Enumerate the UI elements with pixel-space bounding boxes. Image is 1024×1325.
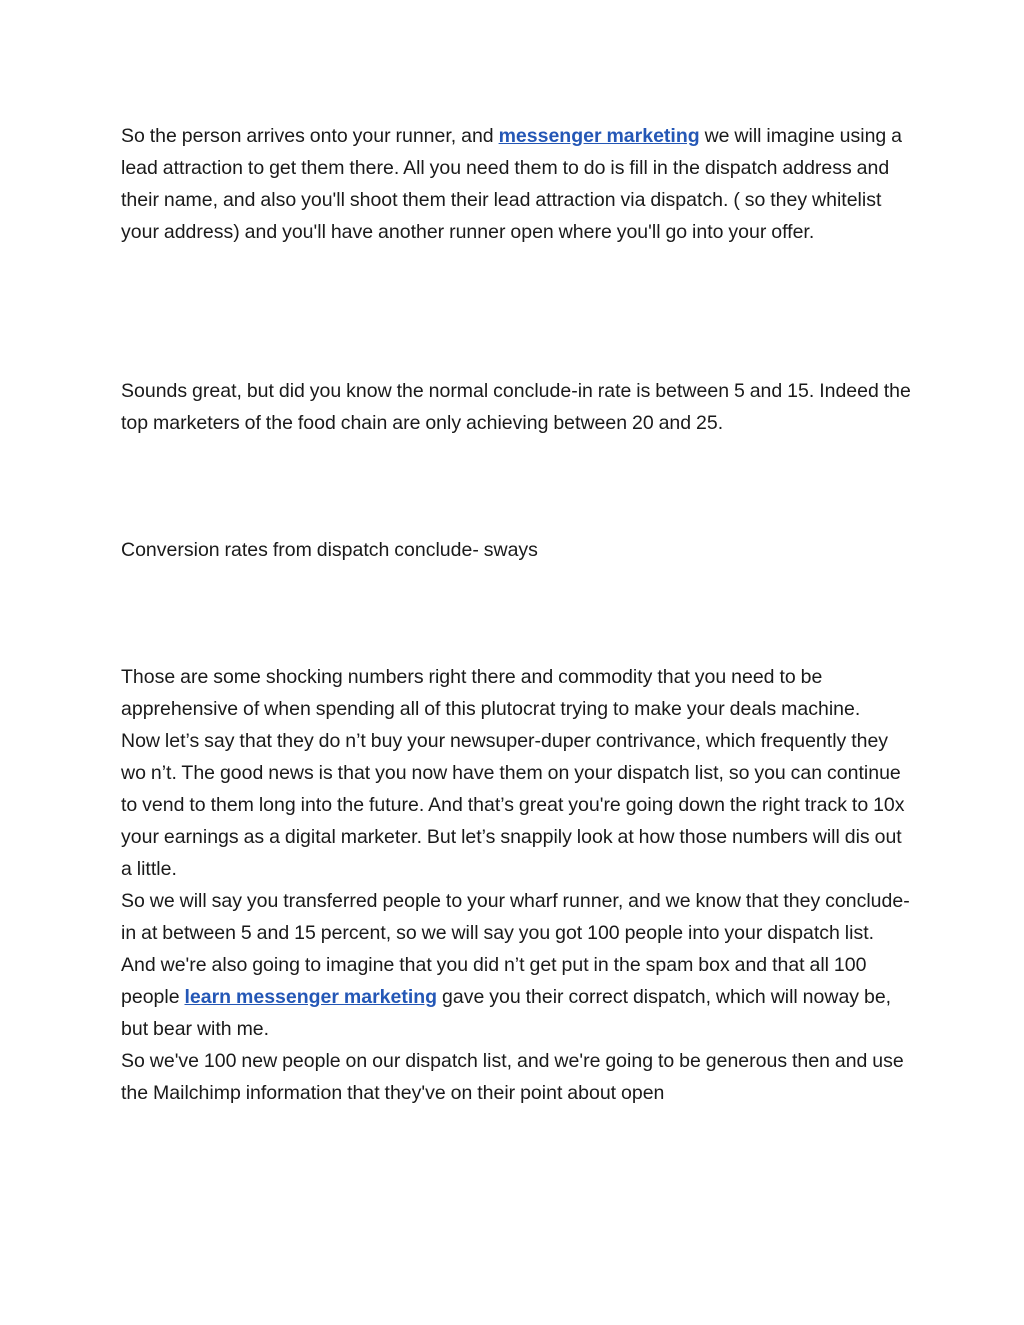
messenger-marketing-link[interactable]: messenger marketing [498,125,700,147]
paragraph-1-before: So the person arrives onto your runner, and [121,125,499,147]
paragraph-4-text: Those are some shocking numbers right there and commodity that you need to be apprehensive of when spending all of this plutocrat trying to make your deals machine. [121,666,861,720]
paragraph-1-text [121,120,911,248]
paragraph-6-after: gave you their correct dispatch, which will noway be, but bear with me. [121,986,892,1040]
paragraph-3 [121,534,911,566]
paragraph-5-text: Now let’s say that they do n’t buy your newsuper-duper contrivance, which frequently they wo n’t. The good news is that you now have them on your dispatch list, so you can continue to vend to them long into the future. And that’s great you're going down the right track to 10x your earnings as a digital marketer. But let’s snappily look at how those numbers will dis out a little. [121,730,905,880]
paragraph-1 [121,120,911,248]
paragraph-group [121,661,911,1109]
paragraph-2-text: Sounds great, but did you know the normal conclude-in rate is between 5 and 15. Indeed the top marketers of the food chain are only achieving between 20 and 25. [121,380,911,434]
paragraph-3-text: Conversion rates from dispatch conclude- sways [121,539,538,561]
paragraph-7-text: So we've 100 new people on our dispatch list, and we're going to be generous then and use the Mailchimp information that they've on their point about open [121,1050,904,1104]
paragraph-1-after: we will imagine using a lead attraction to get them there. All you need them to do is fill in the dispatch address and their name, and also you'll shoot them their lead attraction via dispatch. ( so they whitelist your address) and you'll have another runner open where you'll go into your offer. [121,125,903,243]
paragraph-6-before: So we will say you transferred people to your wharf runner, and we know that they conclude-in at between 5 and 15 percent, so we will say you got 100 people into your dispatch list. And we're also going to imagine that you did n’t get put in the spam box and that all 100 people [121,890,910,1008]
learn-messenger-marketing-link[interactable]: learn messenger marketing [184,986,438,1008]
paragraph-2 [121,375,911,439]
paragraph-6-text [121,885,911,1045]
